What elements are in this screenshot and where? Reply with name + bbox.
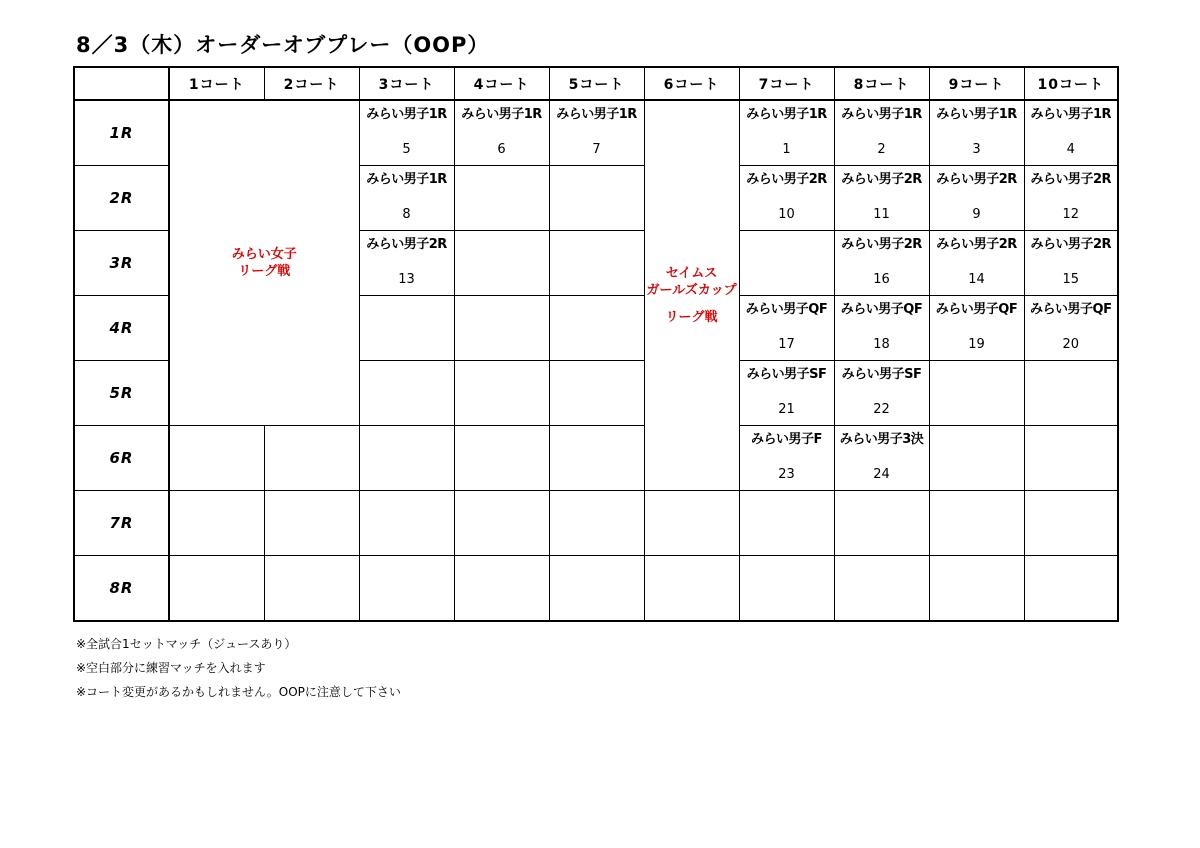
court-header-2: 2コート (264, 67, 359, 100)
match-number: 10 (778, 207, 795, 222)
match-content (835, 231, 929, 295)
match-cell (929, 166, 1024, 231)
match-content (835, 296, 929, 360)
match-cell (834, 231, 929, 296)
girls-league-block (169, 100, 359, 426)
empty-cell (454, 296, 549, 361)
match-number: 20 (1062, 337, 1080, 352)
match-cell (739, 296, 834, 361)
empty-cell (169, 426, 264, 491)
match-number: 4 (1066, 142, 1075, 157)
match-content (360, 166, 454, 230)
match-number: 7 (592, 142, 601, 157)
match-cell (454, 100, 549, 166)
round-label: 7R (74, 491, 169, 556)
match-content (1025, 296, 1118, 360)
match-cell (739, 100, 834, 166)
match-content (1025, 166, 1118, 230)
match-name: みらい男子QF (1030, 302, 1112, 317)
empty-cell (1024, 556, 1118, 622)
empty-cell (359, 296, 454, 361)
empty-cell (929, 426, 1024, 491)
match-name: みらい男子2R (841, 237, 922, 252)
match-name: みらい男子1R (841, 107, 922, 122)
round-label: 8R (74, 556, 169, 622)
match-name: みらい男子QF (935, 302, 1018, 317)
court-header-7: 7コート (739, 67, 834, 100)
empty-cell (359, 491, 454, 556)
empty-cell (264, 426, 359, 491)
match-number: 9 (972, 207, 981, 222)
round-label: 6R (74, 426, 169, 491)
empty-cell (1024, 361, 1118, 426)
match-cell (834, 296, 929, 361)
match-content (455, 101, 549, 165)
empty-cell (549, 426, 644, 491)
match-content (835, 101, 929, 165)
match-name: みらい男子QF (840, 302, 923, 317)
match-name: みらい男子1R (366, 107, 447, 122)
match-content (550, 101, 644, 165)
empty-cell (454, 491, 549, 556)
court-header-3: 3コート (359, 67, 454, 100)
match-content (740, 361, 834, 425)
court-header-6: 6コート (644, 67, 739, 100)
match-number: 21 (778, 402, 795, 417)
empty-cell (549, 491, 644, 556)
round-row (74, 556, 1118, 622)
match-name: みらい男子2R (1030, 172, 1112, 187)
empty-cell (169, 491, 264, 556)
match-number: 3 (972, 142, 981, 157)
match-name: みらい男子1R (746, 107, 827, 122)
match-name: みらい男子2R (366, 237, 447, 252)
empty-cell (454, 426, 549, 491)
empty-cell (739, 556, 834, 622)
match-content (930, 231, 1024, 295)
match-cell (929, 231, 1024, 296)
empty-cell (1024, 491, 1118, 556)
match-content (740, 426, 834, 490)
match-name: みらい男子3決 (839, 432, 924, 447)
empty-cell (549, 361, 644, 426)
match-cell (359, 166, 454, 231)
match-content (1025, 101, 1118, 165)
match-content (930, 166, 1024, 230)
empty-cell (454, 231, 549, 296)
match-cell (1024, 231, 1118, 296)
match-number: 11 (873, 207, 890, 222)
match-number: 13 (398, 272, 415, 287)
empty-cell (169, 556, 264, 622)
girls-cup-title: ガールズカップ (646, 283, 737, 298)
corner-cell (74, 67, 169, 100)
empty-cell (644, 556, 739, 622)
empty-cell (834, 556, 929, 622)
girls-league-subtitle: リーグ戦 (238, 264, 291, 279)
match-number: 6 (497, 142, 506, 157)
empty-cell (359, 426, 454, 491)
match-name: みらい男子SF (841, 367, 922, 382)
match-content (360, 101, 454, 165)
match-number: 22 (873, 402, 890, 417)
match-number: 15 (1062, 272, 1080, 287)
match-content (740, 166, 834, 230)
match-cell (1024, 296, 1118, 361)
match-cell (739, 426, 834, 491)
girls-league-title: みらい女子 (231, 247, 297, 262)
match-name: みらい男子1R (936, 107, 1017, 122)
match-cell (549, 100, 644, 166)
match-name: みらい男子SF (746, 367, 827, 382)
empty-cell (454, 361, 549, 426)
girls-cup-subtitle: リーグ戦 (665, 310, 718, 325)
empty-cell (549, 231, 644, 296)
round-row (74, 426, 1118, 491)
match-number: 8 (402, 207, 411, 222)
empty-cell (739, 491, 834, 556)
match-cell (834, 426, 929, 491)
match-number: 12 (1062, 207, 1080, 222)
match-number: 14 (968, 272, 985, 287)
empty-cell (549, 166, 644, 231)
match-content (740, 296, 834, 360)
empty-cell (264, 491, 359, 556)
match-cell (359, 231, 454, 296)
court-header-8: 8コート (834, 67, 929, 100)
round-row (74, 491, 1118, 556)
court-header-row (74, 67, 1118, 100)
match-name: みらい男子2R (936, 237, 1017, 252)
empty-cell (929, 361, 1024, 426)
empty-cell (1024, 426, 1118, 491)
round-label: 2R (74, 166, 169, 231)
note-3: ※コート変更があるかもしれません。OOPに注意して下さい (76, 685, 401, 699)
match-number: 5 (402, 142, 411, 157)
empty-cell (359, 361, 454, 426)
match-cell (739, 166, 834, 231)
match-number: 2 (877, 142, 886, 157)
court-header-10: 10コート (1024, 67, 1118, 100)
empty-cell (549, 296, 644, 361)
court-header-4: 4コート (454, 67, 549, 100)
match-content (835, 426, 929, 490)
match-content (930, 296, 1024, 360)
empty-cell (929, 556, 1024, 622)
match-cell (929, 100, 1024, 166)
match-name: みらい男子1R (461, 107, 542, 122)
match-number: 24 (873, 467, 890, 482)
match-cell (834, 166, 929, 231)
empty-cell (454, 166, 549, 231)
empty-cell (264, 556, 359, 622)
round-label: 4R (74, 296, 169, 361)
match-number: 1 (782, 142, 791, 157)
note-1: ※全試合1セットマッチ（ジュースあり） (76, 637, 297, 651)
notes (76, 632, 401, 704)
match-name: みらい男子2R (746, 172, 827, 187)
match-content (930, 101, 1024, 165)
match-number: 17 (778, 337, 795, 352)
round-label: 3R (74, 231, 169, 296)
order-of-play-table (73, 66, 1119, 622)
match-name: みらい男子1R (1030, 107, 1112, 122)
girls-cup-block (644, 100, 739, 491)
match-cell (834, 361, 929, 426)
court-header-5: 5コート (549, 67, 644, 100)
girls-cup-sponsor: セイムス (665, 266, 718, 281)
match-content (1025, 231, 1118, 295)
match-number: 19 (968, 337, 985, 352)
match-number: 18 (873, 337, 890, 352)
match-cell (929, 296, 1024, 361)
match-cell (359, 100, 454, 166)
match-name: みらい男子1R (556, 107, 637, 122)
empty-cell (454, 556, 549, 622)
match-name: みらい男子2R (1030, 237, 1112, 252)
round-label: 5R (74, 361, 169, 426)
match-content (740, 101, 834, 165)
empty-cell (644, 491, 739, 556)
match-cell (834, 100, 929, 166)
match-cell (1024, 100, 1118, 166)
match-content (360, 231, 454, 295)
spacer (645, 299, 739, 309)
empty-cell (834, 491, 929, 556)
match-content (835, 166, 929, 230)
page-title: 8／3（木）オーダーオブプレー（OOP） (76, 33, 490, 57)
match-cell (1024, 166, 1118, 231)
match-cell (739, 361, 834, 426)
match-name: みらい男子1R (366, 172, 447, 187)
empty-cell (549, 556, 644, 622)
court-header-9: 9コート (929, 67, 1024, 100)
note-2: ※空白部分に練習マッチを入れます (76, 661, 266, 675)
empty-cell (929, 491, 1024, 556)
empty-cell (739, 231, 834, 296)
match-number: 16 (873, 272, 890, 287)
court-header-1: 1コート (169, 67, 264, 100)
empty-cell (359, 556, 454, 622)
round-label: 1R (74, 100, 169, 166)
match-content (835, 361, 929, 425)
match-name: みらい男子QF (745, 302, 828, 317)
match-name: みらい男子F (751, 432, 822, 447)
match-name: みらい男子2R (841, 172, 922, 187)
match-name: みらい男子2R (936, 172, 1017, 187)
round-row (74, 100, 1118, 166)
match-number: 23 (778, 467, 795, 482)
